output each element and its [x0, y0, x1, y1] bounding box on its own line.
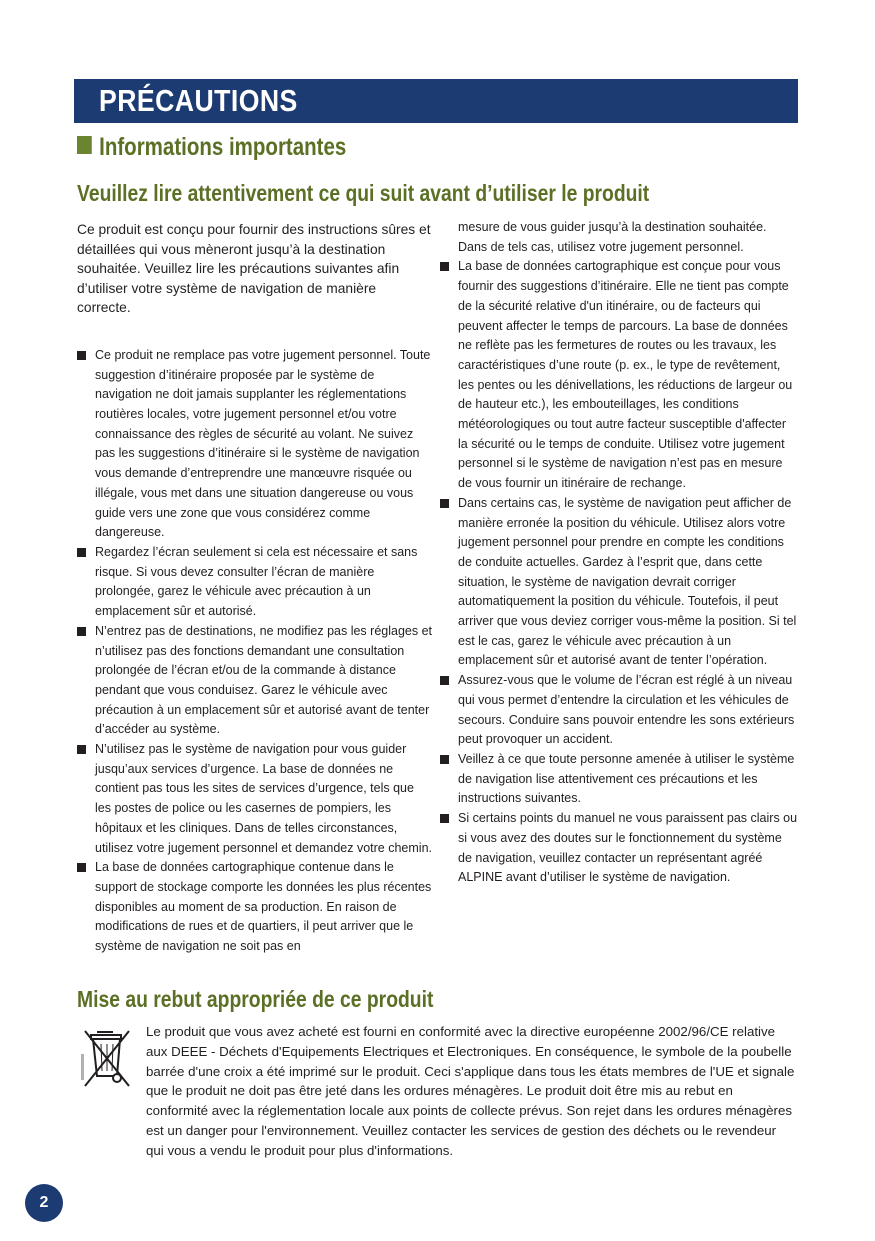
list-item	[440, 494, 798, 671]
list-item	[77, 346, 433, 543]
list-item-text: Si certains points du manuel ne vous paraissent pas clairs ou si vous avez des doutes sur le fonctionnement du système de navigation, veuillez contacter un représentant agréé ALPINE avant d’utiliser le système de navigation.	[458, 811, 798, 885]
list-item-text: Regardez l’écran seulement si cela est nécessaire et sans risque. Si vous devez consulter l’écran de manière prolongée, garez le véhicule avec précaution à un emplacement sûr et autorisé.	[95, 545, 418, 619]
list-item-text: Veillez à ce que toute personne amenée à utiliser le système de navigation lise attentivement ces précautions et les instructions suivantes.	[458, 751, 795, 806]
list-item-text: N’entrez pas de destinations, ne modifiez pas les réglages et n’utilisez pas des fonctions demandant une consultation prolongée de l’écran et/ou de la commande à distance pendant que vous conduisez. Garez le véhicule avec précaution à un emplacement sûr et autorisé avant de tenter d’accéder au système.	[95, 623, 432, 737]
page-title: PRÉCAUTIONS	[99, 83, 298, 118]
continued-text: mesure de vous guider jusqu’à la destination souhaitée. Dans de tels cas, utilisez votre jugement personnel.	[458, 220, 767, 254]
right-bullet-list	[440, 257, 798, 888]
section-title	[77, 133, 346, 162]
list-item	[77, 622, 433, 740]
list-item	[77, 858, 433, 957]
square-bullet-icon	[77, 136, 92, 154]
read-heading: Veuillez lire attentivement ce qui suit avant d’utiliser le produit	[77, 180, 650, 206]
square-bullet-icon	[77, 627, 86, 636]
square-bullet-icon	[77, 745, 86, 754]
list-item-text: Dans certains cas, le système de navigation peut afficher de manière erronée la position du véhicule. Utilisez alors votre jugement personnel pour prendre en compte les conditions de conduite actuelles. Gardez à l’esprit que, dans cette situation, le système de navigation devrait corriger automatiquement la position du véhicule. Toutefois, il peut arriver que vous deviez corriger vous-même la position. Si tel est le cas, garez le véhicule avec précaution à un emplacement sûr et autorisé avant de tenter l’opération.	[458, 495, 797, 668]
intro-paragraph: Ce produit est conçu pour fournir des instructions sûres et détaillées qui vous mèneront jusqu’à la destination souhaitée. Veuillez lire les précautions suivantes afin d’utiliser votre système de navigation de manière correcte.	[77, 222, 431, 316]
square-bullet-icon	[77, 351, 86, 360]
left-column	[77, 220, 433, 957]
list-item-text: La base de données cartographique contenue dans le support de stockage comporte les données les plus récentes disponibles au moment de sa production. En raison de modifications de rues et de quartiers, il peut arriver que le système de navigation ne soit pas en	[95, 860, 432, 954]
header-bar	[74, 79, 798, 123]
page-number: 2	[25, 1184, 63, 1222]
square-bullet-icon	[77, 863, 86, 872]
list-item-text: La base de données cartographique est conçue pour vous fournir des suggestions d’itinéraire. Elle ne tient pas compte de la sécurité relative d'un itinéraire, ou de facteurs qui peuvent affecter le temps de parcours. La base de données ne reflète pas les fermetures de routes ou les travaux, les caractéristiques d’une route (p. ex., le type de revêtement, les pentes ou les dénivellations, les réductions de largeur ou de hauteur etc.), les embouteillages, les conditions météorologiques ou tout autre facteur susceptible d'affecter la sécurité ou le temps de conduite. Utilisez votre jugement personnel si le système de navigation n’est pas en mesure de vous fournir un itinéraire de rechange.	[458, 259, 793, 491]
square-bullet-icon	[440, 755, 449, 764]
right-column	[440, 218, 798, 888]
disposal-paragraph: Le produit que vous avez acheté est fourni en conformité avec la directive européenne 2002/96/CE relative aux DEEE - Déchets d'Equipements Electriques et Electroniques. En conséquence, le symbole de la poubelle barrée d'une croix a été imprimé sur le produit. Ceci s'applique dans tous les états membres de l'UE et signale que le produit ne doit pas être jeté dans les ordures ménagères. Le produit doit être mis au rebut en conformité avec la réglementation locale aux points de collecte prévus. Son rejet dans les ordures ménagères est un danger pour l'environnement. Veuillez contacter les services de gestion des déchets ou le revendeur qui vous a vendu le produit pour plus d'informations.	[146, 1024, 795, 1158]
square-bullet-icon	[440, 499, 449, 508]
section-title-text: Informations importantes	[99, 133, 347, 161]
list-item	[440, 809, 798, 888]
list-item	[77, 740, 433, 858]
list-item-text: Assurez-vous que le volume de l’écran est réglé à un niveau qui vous permet d’entendre la circulation et les véhicules de secours. Conduire sans pouvoir entendre les sons extérieurs peut provoquer un accident.	[458, 673, 795, 747]
list-item	[440, 671, 798, 750]
square-bullet-icon	[440, 676, 449, 685]
left-bullet-list	[77, 346, 433, 957]
square-bullet-icon	[440, 814, 449, 823]
disposal-heading: Mise au rebut appropriée de ce produit	[77, 986, 434, 1012]
list-item	[77, 543, 433, 622]
list-item	[440, 750, 798, 809]
square-bullet-icon	[440, 262, 449, 271]
list-item-text: N’utilisez pas le système de navigation pour vous guider jusqu’aux services d’urgence. La base de données ne contient pas tous les sites de services d’urgence, tels que les postes de police ou les casernes de pompiers, les hôpitaux et les cliniques. Dans de telles circonstances, utilisez votre jugement personnel et demandez votre chemin.	[95, 742, 432, 855]
list-item-text: Ce produit ne remplace pas votre jugement personnel. Toute suggestion d’itinéraire proposée par le système de navigation ne doit jamais supplanter les réglementations routières locales, votre jugement personnel et/ou votre connaissance des règles de sécurité au volant. Ne suivez pas les suggestions d’itinéraire si le système de navigation vous demande d’entreprendre une manœuvre risquée ou illégale, vous met dans une situation dangereuse ou vous guide vers une zone que vous considérez comme dangereuse.	[95, 347, 431, 540]
crossed-out-wheelie-bin-icon	[77, 1026, 137, 1092]
list-item	[440, 257, 798, 493]
square-bullet-icon	[77, 548, 86, 557]
